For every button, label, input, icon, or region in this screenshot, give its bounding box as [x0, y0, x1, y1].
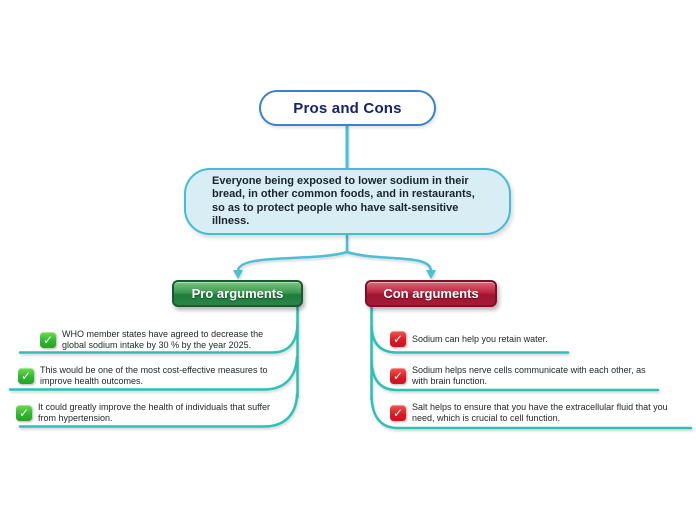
pro-item-1-text: WHO member states have agreed to decrease the global sodium intake by 30 % by the year 2025.	[62, 329, 264, 350]
red-check-icon: ✓	[390, 368, 406, 384]
con-item-3-text: Salt helps to ensure that you have the extracellular fluid that you need, which is crucial to cell function.	[412, 402, 668, 423]
pro-arguments-node[interactable]	[172, 280, 303, 307]
con-item-1-text: Sodium can help you retain water.	[412, 333, 548, 344]
pro-item-2[interactable]	[18, 365, 276, 386]
red-check-icon: ✓	[390, 331, 406, 347]
pro-item-3-text: It could greatly improve the health of individuals that suffer from hypertension.	[38, 402, 270, 423]
topic-to-con-line	[347, 252, 431, 271]
con-item-1[interactable]	[390, 331, 620, 347]
con-arguments-node[interactable]	[365, 280, 497, 307]
pro-arrowhead-icon	[233, 270, 243, 279]
root-node-label: Pros and Cons	[293, 99, 402, 117]
con-item-2-text: Sodium helps nerve cells communicate with each other, as with brain function.	[412, 365, 646, 386]
green-check-icon: ✓	[40, 332, 56, 348]
root-node-pros-and-cons[interactable]	[259, 90, 436, 126]
topic-to-pro-line	[238, 252, 347, 271]
green-check-icon: ✓	[18, 368, 34, 384]
central-topic-node[interactable]	[184, 168, 511, 235]
pro-arguments-label: Pro arguments	[191, 286, 284, 301]
red-check-icon: ✓	[390, 405, 406, 421]
green-check-icon: ✓	[16, 405, 32, 421]
con-item-3[interactable]	[390, 402, 690, 423]
pro-item-1[interactable]	[40, 329, 274, 350]
con-item-2[interactable]	[390, 365, 646, 386]
con-arrowhead-icon	[426, 270, 436, 279]
pro-item-2-text: This would be one of the most cost-effective measures to improve health outcomes.	[40, 365, 268, 386]
con-arguments-label: Con arguments	[383, 286, 479, 301]
pro-item-3[interactable]	[16, 402, 286, 423]
central-topic-text: Everyone being exposed to lower sodium in their bread, in other common foods, and in restaurants, so as to protect people who have salt-sensitive illness.	[212, 174, 475, 227]
